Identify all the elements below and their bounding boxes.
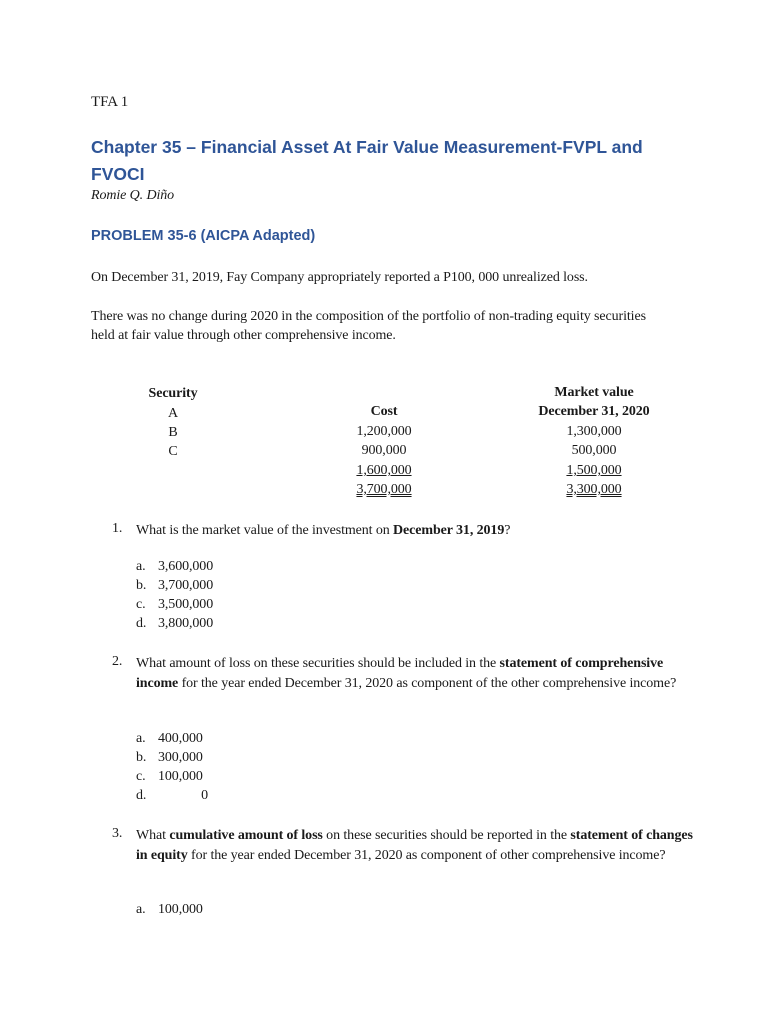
option-value: 3,800,000 xyxy=(158,616,214,631)
option-label: a. xyxy=(136,731,146,746)
question-text-part: What xyxy=(136,828,170,843)
header-market-date: December 31, 2020 xyxy=(538,404,650,419)
question-text-part: for the year ended December 31, 2020 as component of other comprehensive income? xyxy=(187,847,666,863)
option-value: 400,000 xyxy=(158,731,203,746)
intro-paragraph-2: There was no change during 2020 in the composition of the portfolio of non-trading equity securities held at fair value through other comprehensive income. xyxy=(91,309,646,343)
option-label: a. xyxy=(136,559,146,574)
question-text-bold: December 31, 2019 xyxy=(393,523,505,538)
chapter-title: Chapter 35 – Financial Asset At Fair Value Measurement-FVPL and FVOCI xyxy=(91,137,643,184)
option-label: c. xyxy=(136,597,146,612)
option-label: d. xyxy=(136,788,147,803)
question-2-text xyxy=(136,654,696,693)
header-market-value: Market value xyxy=(554,385,634,400)
option-value: 100,000 xyxy=(158,769,203,784)
question-text-bold: statement of comprehensive income xyxy=(136,656,664,691)
option-label: d. xyxy=(136,616,147,631)
option-value: 3,600,000 xyxy=(158,559,214,574)
question-number: 1. xyxy=(112,521,123,536)
option-value: 0 xyxy=(201,788,208,803)
row-cost: 900,000 xyxy=(361,443,407,458)
tfa-label: TFA 1 xyxy=(91,94,129,110)
row-market: 500,000 xyxy=(571,443,617,458)
option-value: 3,500,000 xyxy=(158,597,214,612)
row-market: 1,300,000 xyxy=(566,424,622,439)
row-security: B xyxy=(168,425,178,440)
row-security: A xyxy=(167,406,178,421)
option-label: a. xyxy=(136,902,146,917)
row-cost: 1,200,000 xyxy=(356,424,412,439)
question-text-bold: statement of changes in equity xyxy=(136,828,693,863)
option-value: 100,000 xyxy=(158,902,203,917)
intro-paragraph-1: On December 31, 2019, Fay Company appropriately reported a P100, 000 unrealized loss. xyxy=(91,270,588,285)
question-text-part: ? xyxy=(504,523,511,538)
header-security: Security xyxy=(148,386,198,401)
question-text-bold: cumulative amount of loss xyxy=(169,828,323,843)
option-label: b. xyxy=(136,750,147,765)
option-label: b. xyxy=(136,578,147,593)
option-value: 3,700,000 xyxy=(158,578,214,593)
header-cost: Cost xyxy=(370,404,398,419)
question-text-part: for the year ended December 31, 2020 as component of the other comprehensive income? xyxy=(178,675,677,691)
option-label: c. xyxy=(136,769,146,784)
option-value: 300,000 xyxy=(158,750,203,765)
problem-title: PROBLEM 35-6 (AICPA Adapted) xyxy=(91,228,316,244)
total-market: 3,300,000 xyxy=(566,482,622,497)
question-text-part: What is the market value of the investment on xyxy=(136,523,394,538)
question-text-part: on these securities should be reported in the xyxy=(322,828,571,843)
author-name: Romie Q. Diño xyxy=(91,188,175,203)
row-cost: 1,600,000 xyxy=(356,463,412,478)
question-3-text xyxy=(136,826,696,865)
question-text-part: What amount of loss on these securities should be included in the xyxy=(136,656,500,671)
total-cost: 3,700,000 xyxy=(356,482,412,497)
row-security: C xyxy=(168,444,178,459)
row-market: 1,500,000 xyxy=(566,463,622,478)
question-1-text xyxy=(136,521,696,541)
question-number: 3. xyxy=(112,826,123,841)
question-number: 2. xyxy=(112,654,123,669)
